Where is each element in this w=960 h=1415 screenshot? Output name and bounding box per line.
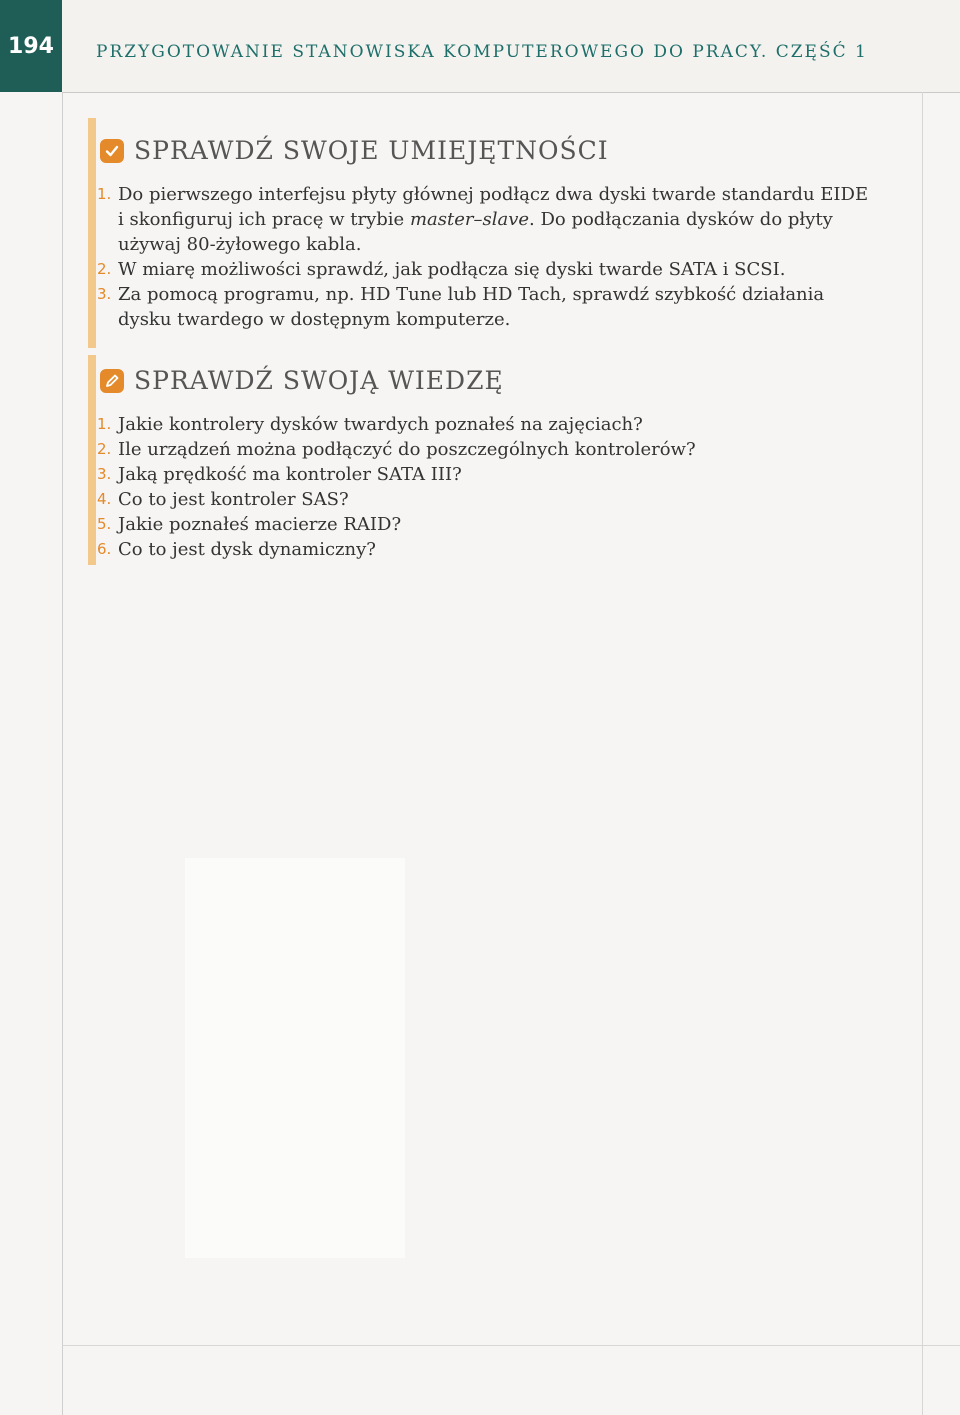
- skills-section-accent-bar: [88, 118, 96, 348]
- list-item: [97, 282, 877, 332]
- item-text: Jakie poznałeś macierze RAID?: [118, 514, 402, 535]
- checkmark-icon: [100, 139, 124, 163]
- item-text: [118, 182, 877, 257]
- item-number: 5.: [97, 515, 112, 533]
- item-number: 2.: [97, 260, 112, 278]
- pencil-icon: [100, 369, 124, 393]
- page-number: 194: [0, 0, 62, 92]
- bottom-margin-rule: [62, 1345, 960, 1346]
- item-text: Jakie kontrolery dysków twardych poznałeś na zajęciach?: [118, 414, 643, 435]
- item-number: 4.: [97, 490, 112, 508]
- list-item: [97, 437, 877, 462]
- item-text: W miarę możliwości sprawdź, jak podłącza się dyski twarde SATA i SCSI.: [118, 259, 786, 280]
- list-item: [97, 412, 877, 437]
- item-text: Za pomocą programu, np. HD Tune lub HD Tach, sprawdź szybkość działania dysku twardego w dostępnym komputerze.: [118, 284, 825, 330]
- item-number: 1.: [97, 185, 112, 203]
- item-number: 1.: [97, 415, 112, 433]
- item-number: 3.: [97, 465, 112, 483]
- item-text: Co to jest dysk dynamiczny?: [118, 539, 376, 560]
- knowledge-section-title: [100, 366, 504, 395]
- skills-list: [97, 182, 877, 332]
- knowledge-section-accent-bar: [88, 355, 96, 565]
- list-item: [97, 537, 877, 562]
- list-item: [97, 462, 877, 487]
- skills-section-title: [100, 136, 609, 165]
- list-item: [97, 257, 877, 282]
- item-text: Jaką prędkość ma kontroler SATA III?: [118, 464, 462, 485]
- right-margin-rule: [922, 92, 923, 1415]
- knowledge-list: [97, 412, 877, 562]
- bleed-through-figure: [185, 858, 405, 1258]
- item-text: Ile urządzeń można podłączyć do poszczególnych kontrolerów?: [118, 439, 696, 460]
- item-number: 2.: [97, 440, 112, 458]
- item-number: 6.: [97, 540, 112, 558]
- knowledge-section-title-text: SPRAWDŹ SWOJĄ WIEDZĘ: [134, 366, 504, 395]
- list-item: [97, 487, 877, 512]
- item-text-part: Do pierwszego interfejsu płyty głównej podłącz dwa dyski twarde standardu EIDE i skonfiguruj ich pracę w trybie: [118, 184, 869, 230]
- item-text-italic: master–slave: [409, 209, 530, 230]
- item-text: Co to jest kontroler SAS?: [118, 489, 349, 510]
- item-text-part: . Do podłączania dysków do płyty używaj 80-żyłowego kabla.: [118, 209, 833, 255]
- list-item: [97, 182, 877, 257]
- skills-section-title-text: SPRAWDŹ SWOJE UMIEJĘTNOŚCI: [134, 136, 609, 165]
- left-margin-rule: [62, 92, 63, 1415]
- list-item: [97, 512, 877, 537]
- header-divider: [62, 92, 960, 93]
- item-number: 3.: [97, 285, 112, 303]
- running-header: PRZYGOTOWANIE STANOWISKA KOMPUTEROWEGO DO PRACY. CZĘŚĆ 1: [96, 42, 868, 62]
